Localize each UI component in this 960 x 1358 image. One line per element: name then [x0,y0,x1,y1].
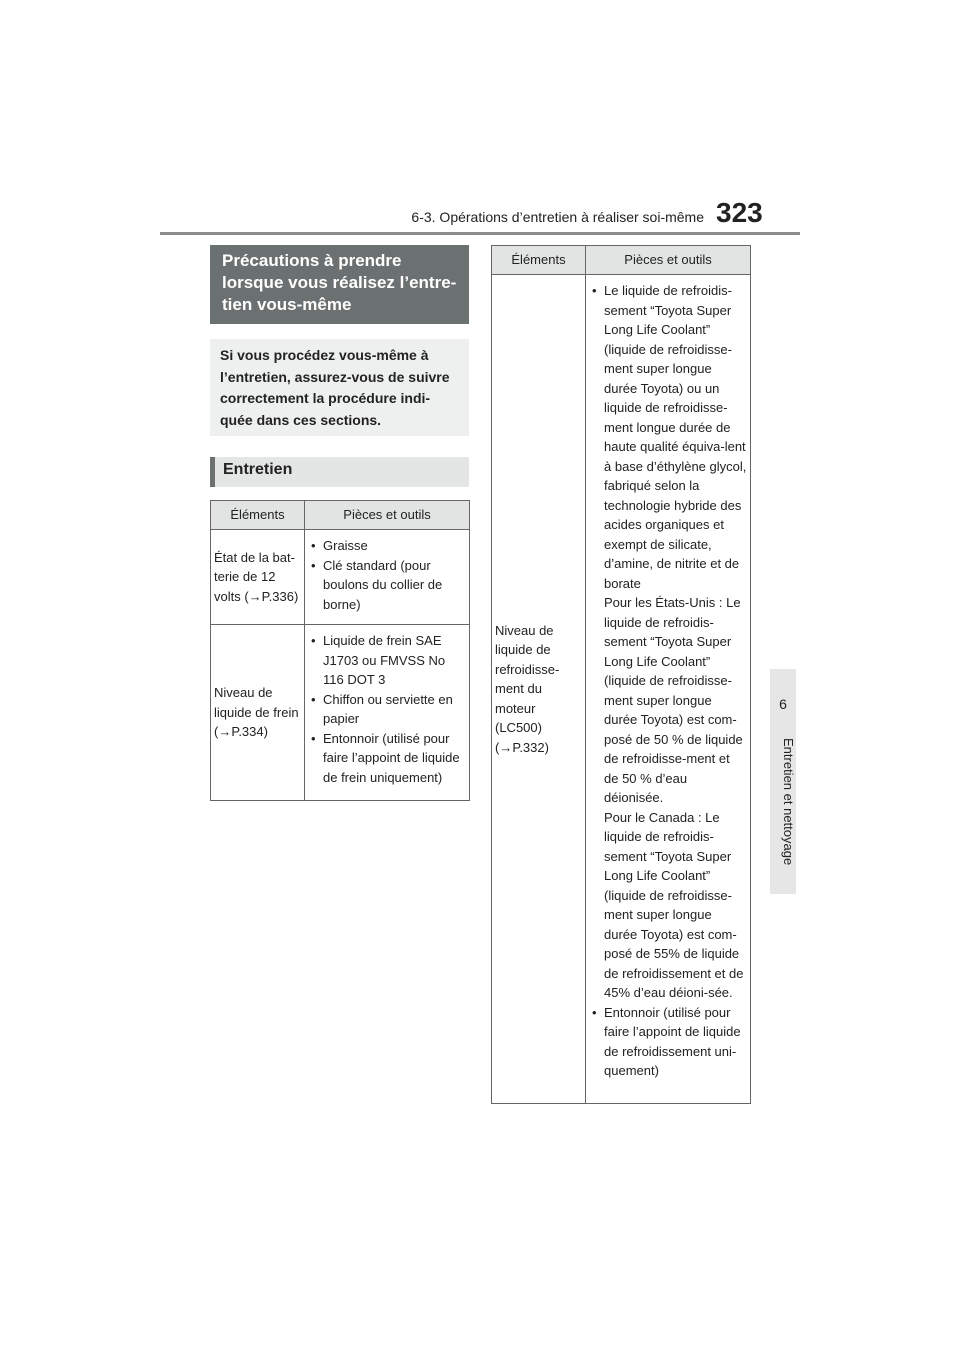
column-header-tools: Pièces et outils [586,246,751,275]
coolant-us-note: Pour les États-Unis : Le liquide de refroidis-sement “Toyota Super Long Life Coolant” (liquide de refroidisse-ment super longue durée Toyota) est com-posé de 50 % de liquide de refroidisse-ment et de 50 % d’eau déionisée. [604,595,743,805]
table-row [211,530,470,625]
tools-cell [305,530,470,625]
section-title: 6-3. Opérations d’entretien à réaliser soi-même [411,209,704,225]
table-header-row [492,246,751,275]
item-cell: Niveau de liquide de frein (→P.334) [211,625,305,801]
section-heading-entretien: Entretien [210,457,469,487]
tools-list [308,536,466,614]
tools-cell [586,275,751,1104]
column-header-tools: Pièces et outils [305,501,470,530]
table-header-row [211,501,470,530]
tools-cell [305,625,470,801]
tools-list [589,281,747,1081]
column-header-items: Éléments [492,246,586,275]
coolant-spec-text: • Le liquide de refroidis-sement “Toyota Super Long Life Coolant” (liquide de refroidisse-ment super longue durée Toyota) ou un liquide de refroidisse-ment longue durée de haute qualité équiva-lent à base d’éthylène glycol, fabriqué selon la technologie hybride des acides organiques et exempt de silicate, d’amine, de nitrite et de borate [604,283,747,591]
list-item: • Chiffon ou serviette en papier [308,690,466,729]
chapter-label: Entretien et nettoyage [781,738,796,866]
list-item: • Liquide de frein SAE J1703 ou FMVSS No 116 DOT 3 [308,631,466,690]
list-item: • Graisse [308,536,466,556]
maintenance-table-right [491,245,751,1104]
tools-list [308,631,466,787]
header-divider [160,232,800,235]
table-row [211,625,470,801]
maintenance-table-left [210,500,470,801]
column-header-items: Éléments [211,501,305,530]
list-item [589,281,747,1003]
intro-text: Si vous procédez vous-même à l’entretien, assurez-vous de suivre correctement la procédure indi-quée dans ces sections. [210,339,469,436]
list-item: • Clé standard (pour boulons du collier de borne) [308,556,466,615]
chapter-number: 6 [779,696,787,712]
list-item: • Entonnoir (utilisé pour faire l’appoint de liquide de refroidissement uni-quement) [589,1003,747,1081]
item-cell: Niveau de liquide de refroidisse-ment du moteur (LC500) (→P.332) [492,275,586,1104]
coolant-canada-note: Pour le Canada : Le liquide de refroidis-sement “Toyota Super Long Life Coolant” (liquide de refroidisse-ment super longue durée Toyota) est com-posé de 55% de liquide de refroidissement et de 45% d’eau déioni-sée. [604,809,744,1000]
page-number: 323 [716,197,763,228]
list-item: • Entonnoir (utilisé pour faire l’appoint de liquide de frein uniquement) [308,729,466,788]
item-cell: État de la bat-terie de 12 volts (→P.336) [211,530,305,625]
precautions-title: Précautions à prendre lorsque vous réalisez l’entre-tien vous-même [210,245,469,324]
table-row [492,275,751,1104]
